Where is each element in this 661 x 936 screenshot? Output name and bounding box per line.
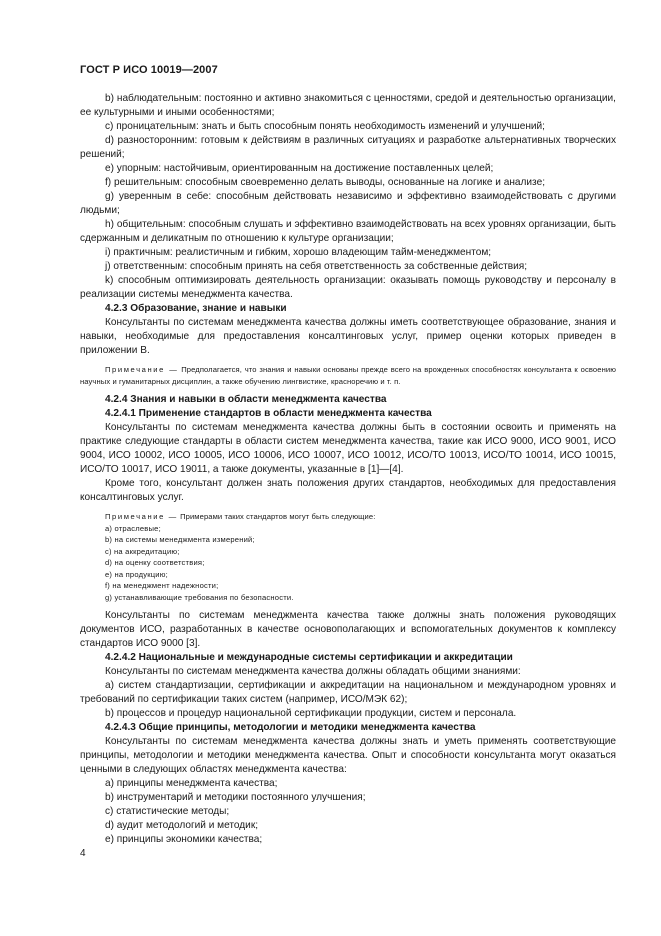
section-heading-4-2-4-3: 4.2.4.3 Общие принципы, методологии и методики менеджмента качества [105,722,476,733]
paragraph: f) решительным: способным своевременно делать выводы, основанные на логике и анализе; [105,177,545,188]
paragraph: d) разносторонним: готовым к действиям в различных ситуациях и разработке альтернативных творческих решений; [80,135,616,160]
paragraph: Консультанты по системам менеджмента качества должны иметь соответствующее образование, знания и навыки, необходимые для предоставления консалтинговых услуг, пример оценки которых приведен в приложении В. [80,317,616,356]
note [80,511,616,523]
paragraph: a) систем стандартизации, сертификации и аккредитации на национальном и международном уровнях и требований по сертификации таких систем (например, ИСО/МЭК 62); [80,680,616,705]
note-list-item: f) на менеджмент надежности; [105,581,219,590]
paragraph: b) процессов и процедур национальной сертификации продукции, систем и персонала. [105,708,517,719]
section-heading-4-2-4: 4.2.4 Знания и навыки в области менеджмента качества [105,394,387,405]
section-heading-4-2-4-2: 4.2.4.2 Национальные и международные системы сертификации и аккредитации [105,652,513,663]
note-list-item: a) отраслевые; [105,523,161,533]
paragraph: h) общительным: способным слушать и эффективно взаимодействовать на всех уровнях организации, быть сдержанным и деликатным по отношению к культуре организации; [80,219,616,244]
list-item: c) статистические методы; [105,806,230,817]
list-item: e) принципы экономики качества; [105,834,263,845]
list-item: d) аудит методологий и методик; [105,820,259,831]
note-list-item: b) на системы менеджмента измерений; [105,535,255,544]
note-text: Примерами таких стандартов могут быть следующие: [180,512,376,521]
paragraph: Консультанты по системам менеджмента качества должны обладать общими знаниями: [105,666,521,677]
paragraph: Консультанты по системам менеджмента качества должны быть в состоянии освоить и применять на практике следующие стандарты в области систем менеджмента качества, такие как ИСО 9000, ИСО 9001, ИСО 9004, ИСО 10002, ИСО 10005, ИСО 10006, ИСО 10007, ИСО 10012, ИСО/ТО 10013, ИСО/ТО 10014, ИСО 10015, ИСО/ТО 10017, ИСО 19011, а также документы, указанные в [1]—[4]. [80,422,616,475]
note-text: Предполагается, что знания и навыки основаны прежде всего на врожденных способностях консультанта к освоению научных и гуманитарных дисциплин, а также обучению лингвистике, красноречию и т. п. [80,365,616,386]
paragraph: Кроме того, консультант должен знать положения других стандартов, необходимых для предоставления консалтинговых услуг. [80,478,616,503]
note [80,364,616,387]
paragraph: k) способным оптимизировать деятельность организации: оказывать помощь руководству и персоналу в реализации системы менеджмента качества. [80,275,616,300]
paragraph: Консультанты по системам менеджмента качества также должны знать положения руководящих документов ИСО, разработанных в качестве основополагающих и вспомогательных документов к комплексу стандартов ИСО 9000 [3]. [80,610,616,649]
section-heading-4-2-4-1: 4.2.4.1 Применение стандартов в области менеджмента качества [105,408,432,419]
paragraph: i) практичным: реалистичным и гибким, хорошо владеющим тайм-менеджментом; [105,247,492,258]
list-item: a) принципы менеджмента качества; [105,778,278,789]
paragraph: b) наблюдательным: постоянно и активно знакомиться с ценностями, средой и деятельностью организации, ее культурными и иными особенностями; [80,93,616,118]
paragraph: Консультанты по системам менеджмента качества должны знать и уметь применять соответствующие принципы, методологии и методики менеджмента качества. Опыт и способности консультанта могут оказаться ценными в следующих областях менеджмента качества: [80,736,616,775]
note-label: Примечание — [105,512,178,521]
note-list-item: e) на продукцию; [105,569,168,579]
paragraph: j) ответственным: способным принять на себя ответственность за собственные действия; [105,261,528,272]
paragraph: g) уверенным в себе: способным действовать независимо и эффективно взаимодействовать с другими людьми; [80,191,616,216]
page-body [80,92,616,847]
paragraph: e) упорным: настойчивым, ориентированным на достижение поставленных целей; [105,163,494,174]
note-list-item: g) устанавливающие требования по безопасности. [105,592,294,602]
section-heading-4-2-3: 4.2.3 Образование, знание и навыки [105,303,287,314]
list-item: b) инструментарий и методики постоянного улучшения; [105,792,366,803]
note-list-item: d) на оценку соответствия; [105,558,205,567]
document-header: ГОСТ Р ИСО 10019—2007 [80,64,218,76]
page-number: 4 [80,848,86,859]
note-label: Примечание — [105,365,179,374]
paragraph: c) проницательным: знать и быть способным понять необходимость изменений и улучшений; [105,121,545,132]
note-list-item: c) на аккредитацию; [105,546,180,556]
